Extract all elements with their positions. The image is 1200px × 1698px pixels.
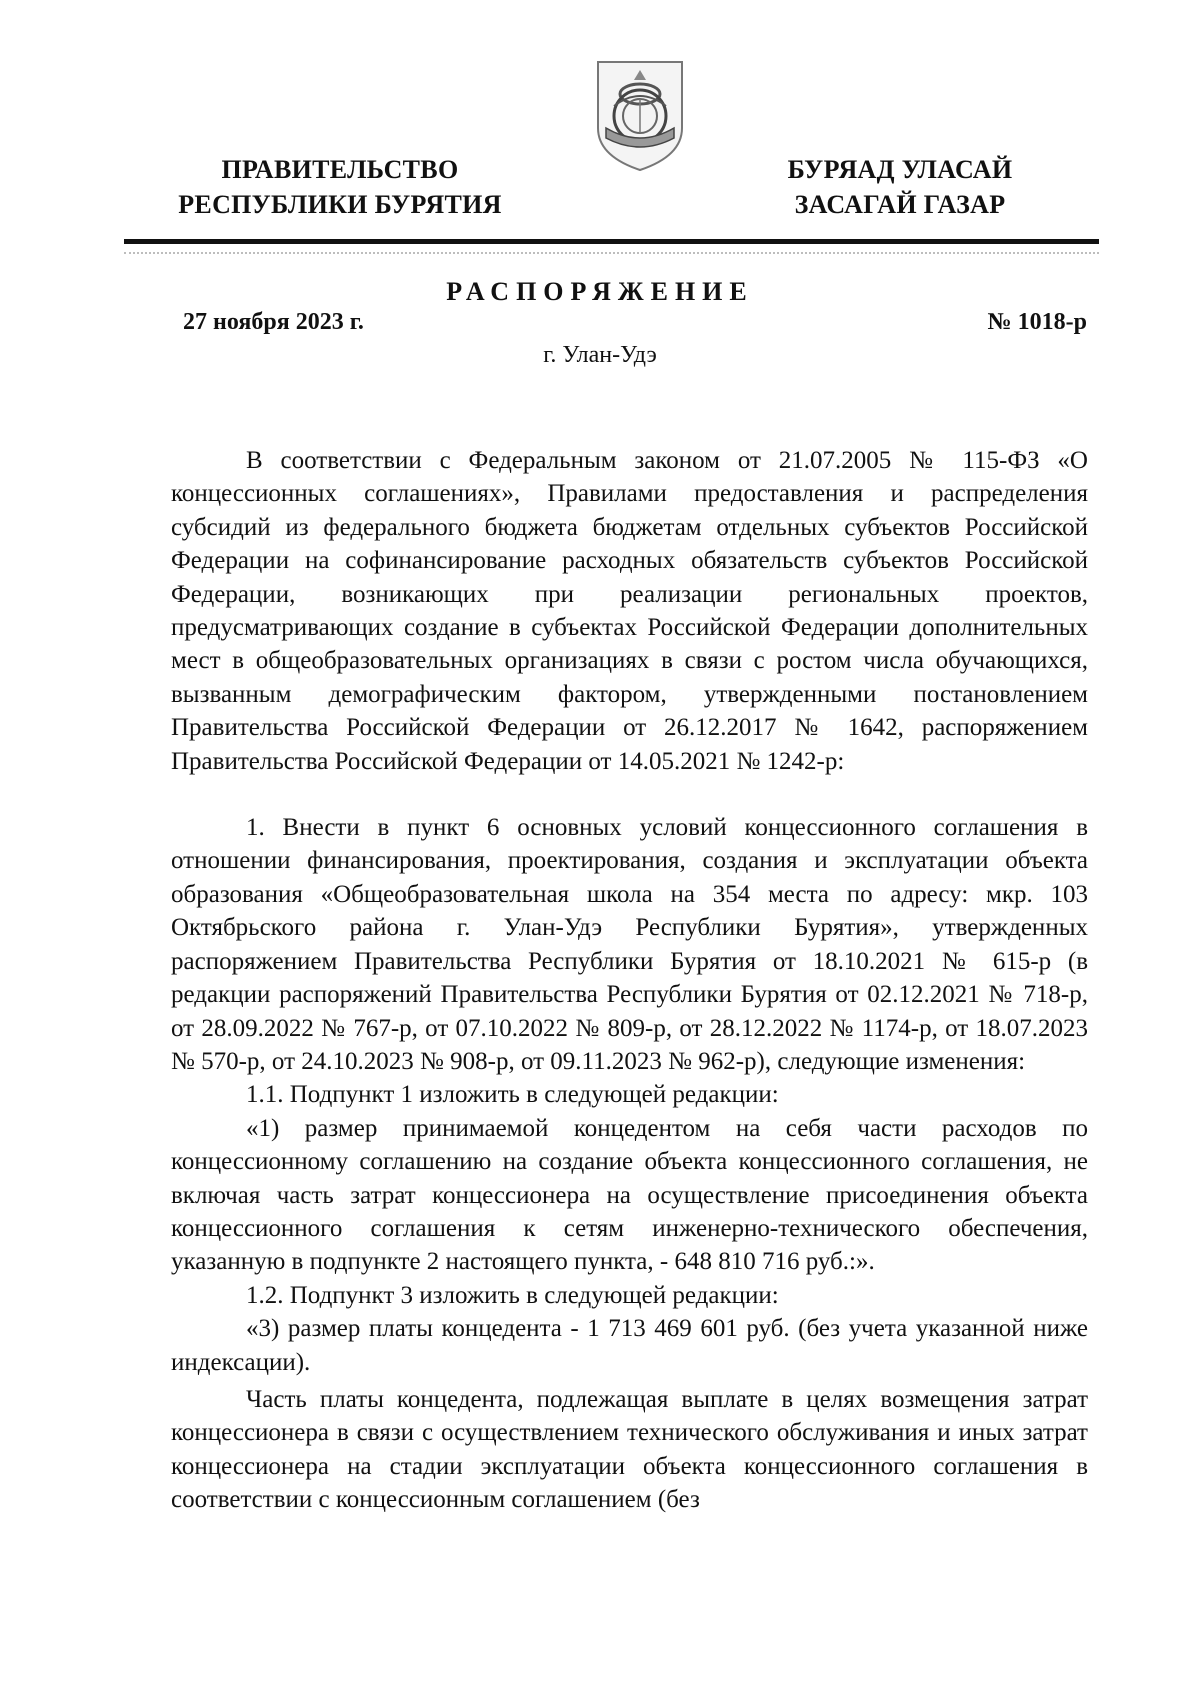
paragraph: «3) размер платы концедента - 1 713 469 601 руб. (без учета указанной ниже индексации).: [171, 1315, 1088, 1376]
paragraph: В соответствии с Федеральным законом от 21.07.2005 № 115-ФЗ «О концессионных соглашениях», Правилами предоставления и распределения субсидий из федерального бюджета бюджетам отдельных субъектов Российской Федерации на софинансирование расходных обязательств субъектов Российской Федерации, возникающих при реализации региональных проектов, предусматривающих создание в субъектах Российской Федерации дополнительных мест в общеобразовательных организациях в связи с ростом числа обучающихся, вызванным демографическим фактором, утвержденными постановлением Правительства Российской Федерации от 26.12.2017 № 1642, распоряжением Правительства Российской Федерации от 14.05.2021 № 1242-р:: [171, 447, 1088, 775]
government-name-line: РЕСПУБЛИКИ БУРЯТИЯ: [178, 190, 502, 219]
paragraph: 1.2. Подпункт 3 изложить в следующей редакции:: [246, 1281, 779, 1309]
document-number: № 1018-р: [987, 309, 1087, 335]
government-name-line: БУРЯАД УЛАСАЙ: [787, 155, 1013, 184]
document-body: [171, 444, 1088, 1517]
document-type: РАСПОРЯЖЕНИЕ: [446, 277, 754, 306]
header-divider: [124, 239, 1099, 244]
government-name-russian: [150, 152, 530, 222]
government-name-line: ПРАВИТЕЛЬСТВО: [221, 155, 459, 184]
coat-of-arms-icon: [590, 56, 690, 174]
paragraph: 1.1. Подпункт 1 изложить в следующей редакции:: [246, 1081, 779, 1109]
header-divider-dotted: [124, 252, 1099, 254]
paragraph: «1) размер принимаемой концедентом на себя части расходов по концессионному соглашению на создание объекта концессионного соглашения, не включая часть затрат концессионера на осуществление присоединения объекта концессионного соглашения к сетям инженерно-технического обеспечения, указанную в подпункте 2 настоящего пункта, - 648 810 716 руб.:».: [171, 1114, 1088, 1276]
government-name-line: ЗАСАГАЙ ГАЗАР: [794, 190, 1006, 219]
government-name-buryat: [750, 152, 1050, 222]
paragraph: 1. Внести в пункт 6 основных условий концессионного соглашения в отношении финансирования, проектирования, создания и эксплуатации объекта образования «Общеобразовательная школа на 354 места по адресу: мкр. 103 Октябрьского района г. Улан-Удэ Республики Бурятия», утвержденных распоряжением Правительства Республики Бурятия от 18.10.2021 № 615-р (в редакции распоряжений Правительства Республики Бурятия от 02.12.2021 № 718-р, от 28.09.2022 № 767-р, от 07.10.2022 № 809-р, от 28.12.2022 № 1174-р, от 18.07.2023 № 570-р, от 24.10.2023 № 908-р, от 09.11.2023 № 962-р), следующие изменения:: [171, 814, 1088, 1075]
document-date: 27 ноября 2023 г.: [183, 309, 364, 335]
paragraph: Часть платы концедента, подлежащая выплате в целях возмещения затрат концессионера в связи с осуществлением технического обслуживания и иных затрат концессионера на стадии эксплуатации объекта концессионного соглашения в соответствии с концессионным соглашением (без: [171, 1385, 1088, 1514]
document-city: г. Улан-Удэ: [543, 342, 657, 368]
